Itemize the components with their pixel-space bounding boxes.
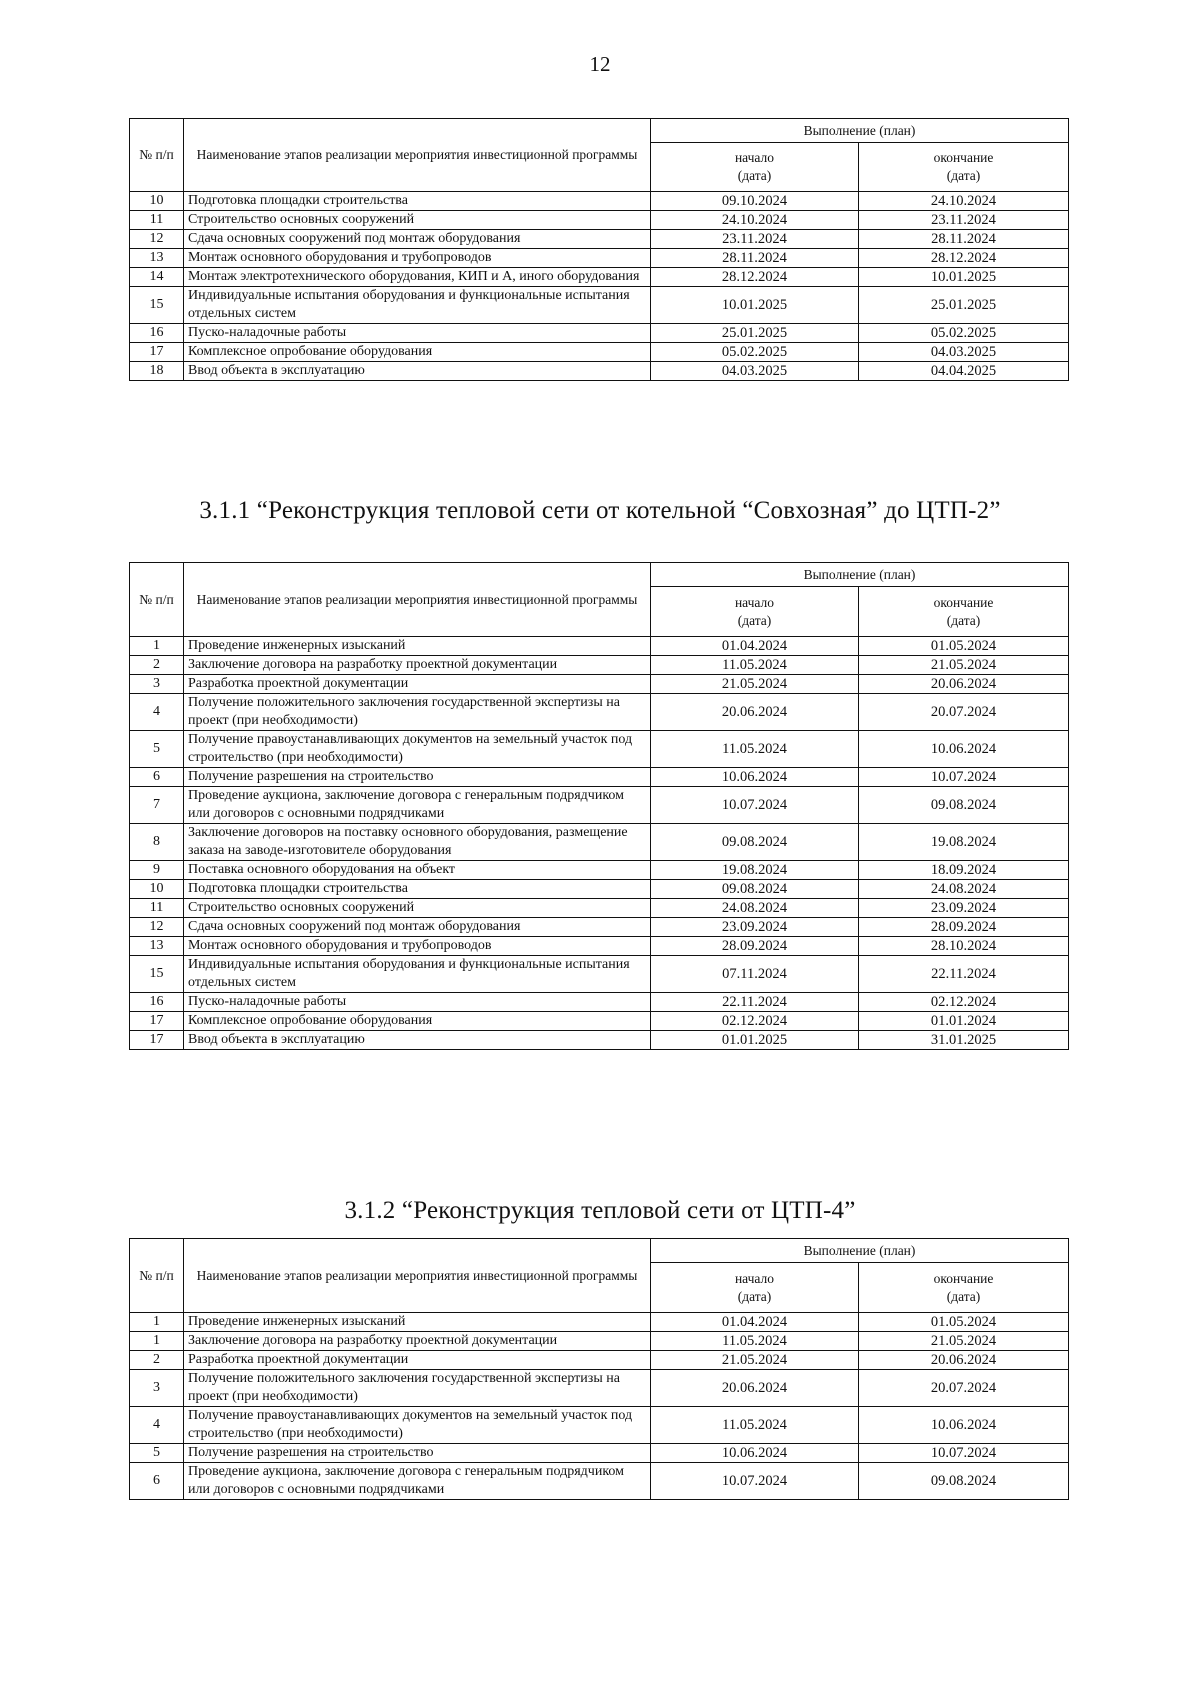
start-date: 10.01.2025: [651, 287, 859, 324]
stage-name: Разработка проектной документации: [184, 675, 651, 694]
end-date: 18.09.2024: [859, 861, 1069, 880]
stage-name: Заключение договора на разработку проектной документации: [184, 656, 651, 675]
row-number: 10: [130, 880, 184, 899]
table-row: [130, 880, 1069, 899]
end-date: 31.01.2025: [859, 1031, 1069, 1050]
start-date: 23.11.2024: [651, 230, 859, 249]
table-row: [130, 1313, 1069, 1332]
row-number: 6: [130, 768, 184, 787]
end-date: 28.10.2024: [859, 937, 1069, 956]
row-number: 12: [130, 918, 184, 937]
table-row: [130, 993, 1069, 1012]
row-number: 6: [130, 1463, 184, 1500]
stage-name: Монтаж основного оборудования и трубопроводов: [184, 249, 651, 268]
start-date: 24.10.2024: [651, 211, 859, 230]
row-number: 3: [130, 675, 184, 694]
start-date: 02.12.2024: [651, 1012, 859, 1031]
header-name: Наименование этапов реализации мероприятия инвестиционной программы: [184, 1239, 651, 1313]
table-row: [130, 268, 1069, 287]
end-date: 28.09.2024: [859, 918, 1069, 937]
start-date: 24.08.2024: [651, 899, 859, 918]
table-row: [130, 637, 1069, 656]
end-date: 21.05.2024: [859, 656, 1069, 675]
stage-name: Поставка основного оборудования на объект: [184, 861, 651, 880]
start-date: 28.09.2024: [651, 937, 859, 956]
table-row: [130, 956, 1069, 993]
table-row: [130, 287, 1069, 324]
end-date: 20.07.2024: [859, 694, 1069, 731]
row-number: 10: [130, 192, 184, 211]
table-row: [130, 824, 1069, 861]
end-date: 19.08.2024: [859, 824, 1069, 861]
table-row: [130, 787, 1069, 824]
stage-name: Получение правоустанавливающих документов на земельный участок под строительство (при необходимости): [184, 731, 651, 768]
start-date: 11.05.2024: [651, 1407, 859, 1444]
start-date: 10.07.2024: [651, 1463, 859, 1500]
start-date: 05.02.2025: [651, 343, 859, 362]
row-number: 17: [130, 1031, 184, 1050]
header-end: окончание (дата): [859, 587, 1069, 637]
start-date: 23.09.2024: [651, 918, 859, 937]
row-number: 8: [130, 824, 184, 861]
table-body: [130, 1313, 1069, 1500]
row-number: 18: [130, 362, 184, 381]
start-date: 09.10.2024: [651, 192, 859, 211]
table-row: [130, 937, 1069, 956]
end-date: 20.07.2024: [859, 1370, 1069, 1407]
header-end: окончание (дата): [859, 143, 1069, 192]
header-execution: Выполнение (план): [651, 563, 1069, 587]
row-number: 3: [130, 1370, 184, 1407]
end-date: 04.03.2025: [859, 343, 1069, 362]
stage-name: Проведение инженерных изысканий: [184, 637, 651, 656]
start-date: 01.04.2024: [651, 1313, 859, 1332]
end-date: 10.07.2024: [859, 768, 1069, 787]
end-date: 10.07.2024: [859, 1444, 1069, 1463]
start-date: 04.03.2025: [651, 362, 859, 381]
stage-name: Проведение аукциона, заключение договора с генеральным подрядчиком или договоров с основными подрядчиками: [184, 1463, 651, 1500]
row-number: 11: [130, 899, 184, 918]
table-row: [130, 230, 1069, 249]
start-date: 19.08.2024: [651, 861, 859, 880]
stage-name: Ввод объекта в эксплуатацию: [184, 362, 651, 381]
header-execution: Выполнение (план): [651, 1239, 1069, 1263]
end-date: 28.12.2024: [859, 249, 1069, 268]
end-date: 24.10.2024: [859, 192, 1069, 211]
row-number: 7: [130, 787, 184, 824]
end-date: 01.01.2024: [859, 1012, 1069, 1031]
stage-name: Проведение аукциона, заключение договора с генеральным подрядчиком или договоров с основными подрядчиками: [184, 787, 651, 824]
section-title-3-1-2: 3.1.2 “Реконструкция тепловой сети от ЦТП-4”: [344, 1197, 856, 1224]
end-date: 10.06.2024: [859, 1407, 1069, 1444]
end-date: 05.02.2025: [859, 324, 1069, 343]
end-date: 02.12.2024: [859, 993, 1069, 1012]
row-number: 17: [130, 343, 184, 362]
start-date: 28.11.2024: [651, 249, 859, 268]
start-date: 11.05.2024: [651, 1332, 859, 1351]
header-start: начало (дата): [651, 587, 859, 637]
end-date: 21.05.2024: [859, 1332, 1069, 1351]
row-number: 1: [130, 1313, 184, 1332]
start-date: 20.06.2024: [651, 1370, 859, 1407]
start-date: 09.08.2024: [651, 824, 859, 861]
start-date: 07.11.2024: [651, 956, 859, 993]
table-row: [130, 362, 1069, 381]
stage-name: Строительство основных сооружений: [184, 899, 651, 918]
stage-name: Подготовка площадки строительства: [184, 880, 651, 899]
end-date: 20.06.2024: [859, 675, 1069, 694]
end-date: 23.09.2024: [859, 899, 1069, 918]
stage-name: Заключение договора на разработку проектной документации: [184, 1332, 651, 1351]
start-date: 01.01.2025: [651, 1031, 859, 1050]
start-date: 28.12.2024: [651, 268, 859, 287]
table-row: [130, 1012, 1069, 1031]
start-date: 01.04.2024: [651, 637, 859, 656]
table-row: [130, 192, 1069, 211]
row-number: 9: [130, 861, 184, 880]
row-number: 1: [130, 637, 184, 656]
table-body: [130, 192, 1069, 381]
stage-name: Сдача основных сооружений под монтаж оборудования: [184, 230, 651, 249]
table-row: [130, 1031, 1069, 1050]
stage-name: Строительство основных сооружений: [184, 211, 651, 230]
section-title-3-1-1: 3.1.1 “Реконструкция тепловой сети от котельной “Совхозная” до ЦТП-2”: [199, 497, 1001, 524]
table-row: [130, 1332, 1069, 1351]
table-row: [130, 768, 1069, 787]
stage-name: Монтаж электротехнического оборудования, КИП и А, иного оборудования: [184, 268, 651, 287]
end-date: 09.08.2024: [859, 1463, 1069, 1500]
start-date: 21.05.2024: [651, 1351, 859, 1370]
stage-name: Получение положительного заключения государственной экспертизы на проект (при необходимости): [184, 694, 651, 731]
start-date: 11.05.2024: [651, 731, 859, 768]
end-date: 23.11.2024: [859, 211, 1069, 230]
row-number: 17: [130, 1012, 184, 1031]
end-date: 25.01.2025: [859, 287, 1069, 324]
end-date: 24.08.2024: [859, 880, 1069, 899]
end-date: 10.06.2024: [859, 731, 1069, 768]
header-num: № п/п: [130, 563, 184, 637]
start-date: 09.08.2024: [651, 880, 859, 899]
header-execution: Выполнение (план): [651, 119, 1069, 143]
stage-name: Сдача основных сооружений под монтаж оборудования: [184, 918, 651, 937]
table-row: [130, 1463, 1069, 1500]
stage-name: Ввод объекта в эксплуатацию: [184, 1031, 651, 1050]
stage-name: Подготовка площадки строительства: [184, 192, 651, 211]
table-row: [130, 1444, 1069, 1463]
header-end: окончание (дата): [859, 1263, 1069, 1313]
stage-name: Монтаж основного оборудования и трубопроводов: [184, 937, 651, 956]
stage-name: Получение разрешения на строительство: [184, 1444, 651, 1463]
schedule-table-continued: [129, 118, 1069, 381]
table-row: [130, 1407, 1069, 1444]
row-number: 4: [130, 1407, 184, 1444]
table-row: [130, 861, 1069, 880]
header-num: № п/п: [130, 1239, 184, 1313]
row-number: 4: [130, 694, 184, 731]
stage-name: Разработка проектной документации: [184, 1351, 651, 1370]
header-name: Наименование этапов реализации мероприятия инвестиционной программы: [184, 119, 651, 192]
row-number: 2: [130, 1351, 184, 1370]
stage-name: Получение положительного заключения государственной экспертизы на проект (при необходимости): [184, 1370, 651, 1407]
row-number: 16: [130, 993, 184, 1012]
header-start: начало (дата): [651, 1263, 859, 1313]
row-number: 12: [130, 230, 184, 249]
stage-name: Проведение инженерных изысканий: [184, 1313, 651, 1332]
table-row: [130, 899, 1069, 918]
row-number: 5: [130, 731, 184, 768]
row-number: 13: [130, 937, 184, 956]
end-date: 01.05.2024: [859, 1313, 1069, 1332]
end-date: 10.01.2025: [859, 268, 1069, 287]
start-date: 20.06.2024: [651, 694, 859, 731]
row-number: 15: [130, 956, 184, 993]
end-date: 22.11.2024: [859, 956, 1069, 993]
start-date: 25.01.2025: [651, 324, 859, 343]
end-date: 20.06.2024: [859, 1351, 1069, 1370]
header-num: № п/п: [130, 119, 184, 192]
end-date: 04.04.2025: [859, 362, 1069, 381]
row-number: 11: [130, 211, 184, 230]
table-row: [130, 694, 1069, 731]
schedule-table-3-1-1: [129, 562, 1069, 1050]
row-number: 14: [130, 268, 184, 287]
table-row: [130, 656, 1069, 675]
end-date: 09.08.2024: [859, 787, 1069, 824]
row-number: 13: [130, 249, 184, 268]
stage-name: Пуско-наладочные работы: [184, 324, 651, 343]
stage-name: Индивидуальные испытания оборудования и функциональные испытания отдельных систем: [184, 956, 651, 993]
table-row: [130, 211, 1069, 230]
header-name: Наименование этапов реализации мероприятия инвестиционной программы: [184, 563, 651, 637]
end-date: 28.11.2024: [859, 230, 1069, 249]
end-date: 01.05.2024: [859, 637, 1069, 656]
stage-name: Заключение договоров на поставку основного оборудования, размещение заказа на заводе-изготовителе оборудования: [184, 824, 651, 861]
table-row: [130, 1370, 1069, 1407]
stage-name: Получение разрешения на строительство: [184, 768, 651, 787]
row-number: 16: [130, 324, 184, 343]
stage-name: Комплексное опробование оборудования: [184, 1012, 651, 1031]
stage-name: Пуско-наладочные работы: [184, 993, 651, 1012]
table-row: [130, 918, 1069, 937]
row-number: 2: [130, 656, 184, 675]
table-row: [130, 324, 1069, 343]
row-number: 1: [130, 1332, 184, 1351]
table-row: [130, 731, 1069, 768]
header-start: начало (дата): [651, 143, 859, 192]
table-row: [130, 249, 1069, 268]
start-date: 10.07.2024: [651, 787, 859, 824]
start-date: 11.05.2024: [651, 656, 859, 675]
stage-name: Комплексное опробование оборудования: [184, 343, 651, 362]
start-date: 22.11.2024: [651, 993, 859, 1012]
stage-name: Получение правоустанавливающих документов на земельный участок под строительство (при необходимости): [184, 1407, 651, 1444]
table-row: [130, 343, 1069, 362]
schedule-table-3-1-2: [129, 1238, 1069, 1500]
table-row: [130, 1351, 1069, 1370]
table-row: [130, 675, 1069, 694]
row-number: 15: [130, 287, 184, 324]
page-number: 12: [589, 52, 611, 76]
table-body: [130, 637, 1069, 1050]
row-number: 5: [130, 1444, 184, 1463]
stage-name: Индивидуальные испытания оборудования и функциональные испытания отдельных систем: [184, 287, 651, 324]
start-date: 21.05.2024: [651, 675, 859, 694]
start-date: 10.06.2024: [651, 1444, 859, 1463]
start-date: 10.06.2024: [651, 768, 859, 787]
